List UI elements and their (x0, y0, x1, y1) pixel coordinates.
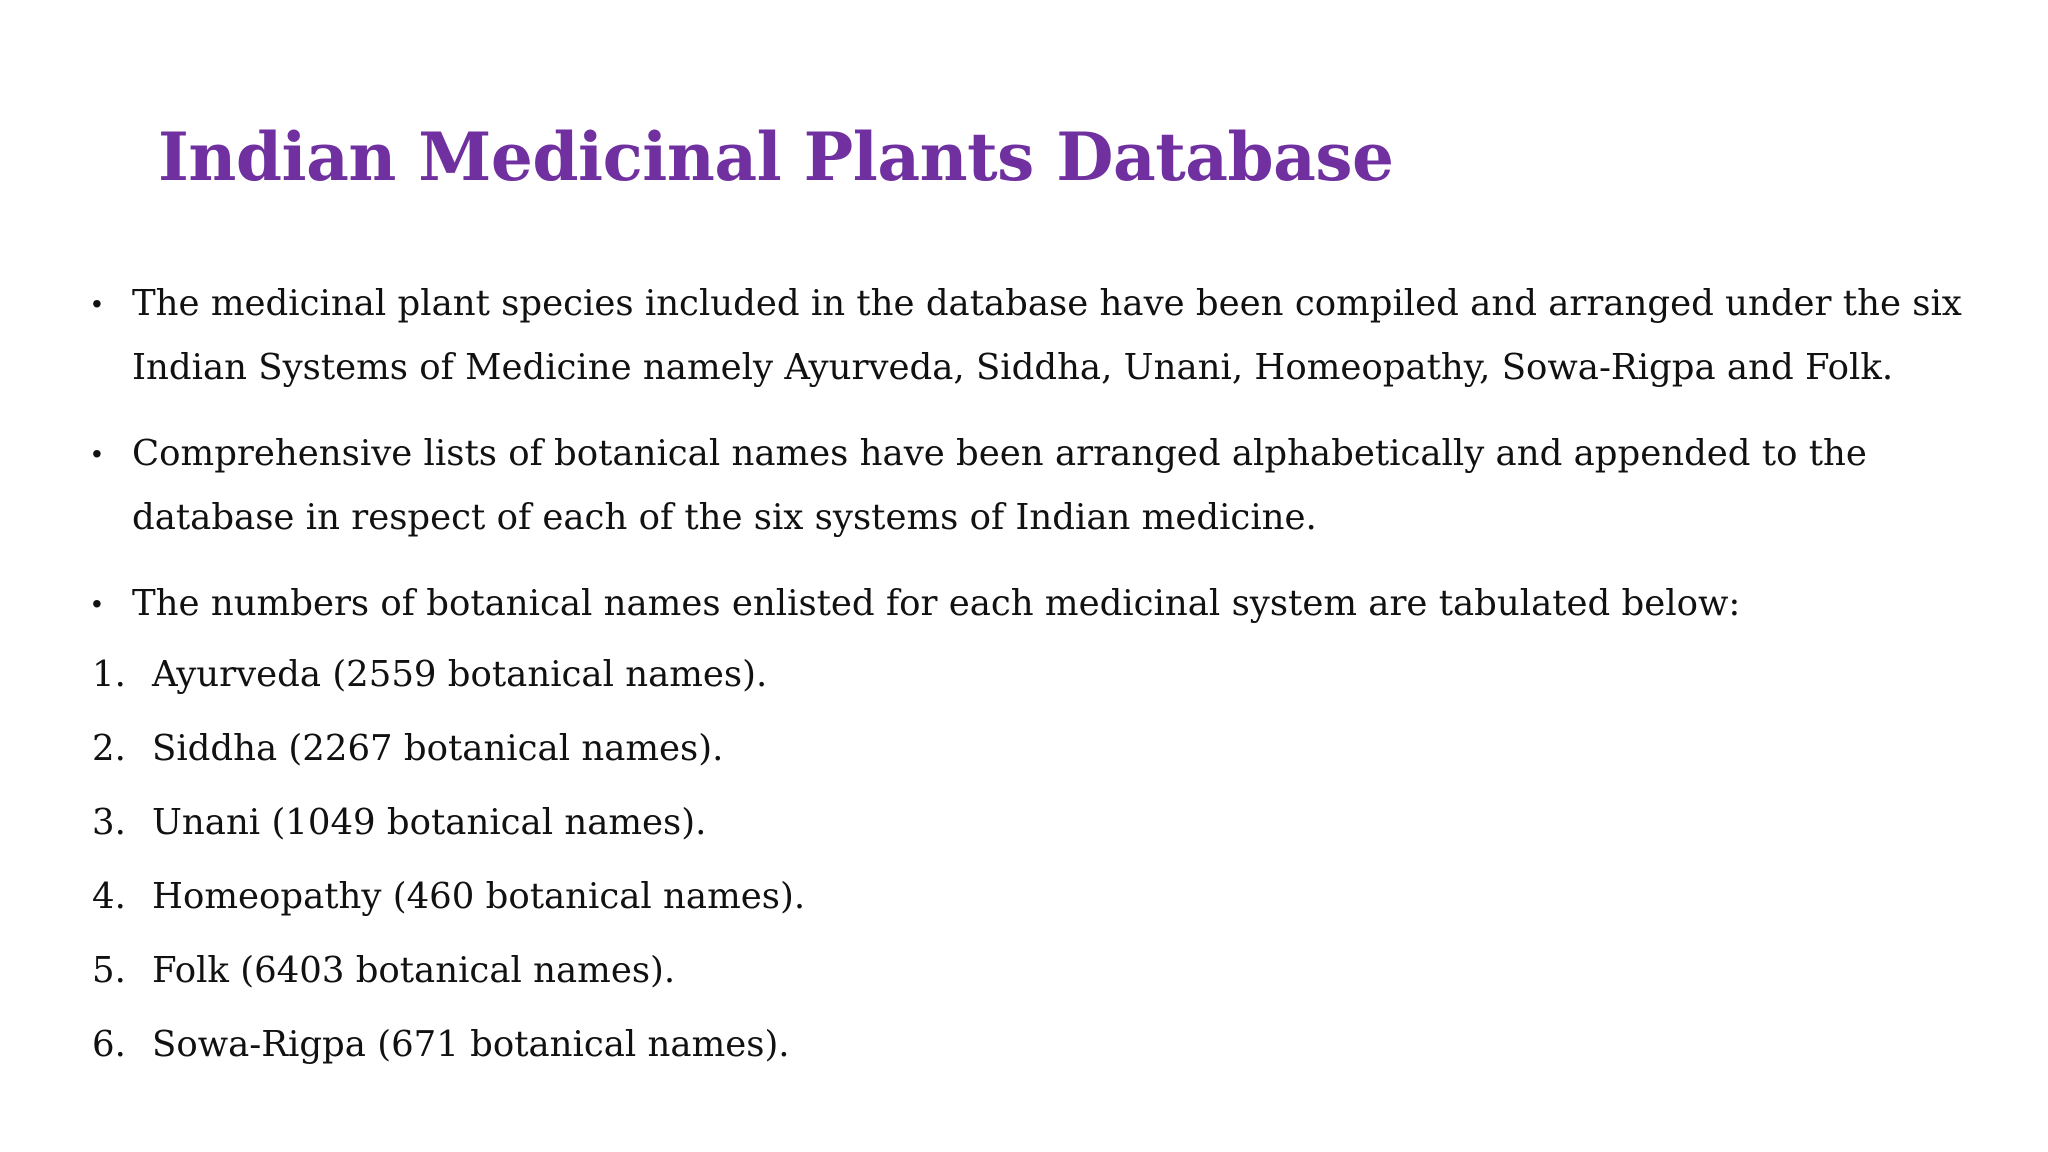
system-text: Ayurveda (2559 botanical names). (152, 654, 768, 695)
bullet-text: The numbers of botanical names enlisted for each medicinal system are tabulated below: (132, 583, 1741, 624)
system-text: Folk (6403 botanical names). (152, 950, 676, 991)
slide-title: Indian Medicinal Plants Database (158, 118, 1394, 196)
bullet-text: Comprehensive lists of botanical names have been arranged alphabetically and appended to the database in respect of each of the six systems of Indian medicine. (132, 433, 1867, 538)
list-number: 3. (92, 802, 126, 843)
system-text: Siddha (2267 botanical names). (152, 728, 724, 769)
systems-list (92, 638, 1492, 1082)
system-list-item (92, 1008, 1492, 1082)
system-text: Homeopathy (460 botanical names). (152, 876, 806, 917)
bullet-icon: • (92, 438, 102, 469)
system-list-item (92, 712, 1492, 786)
list-number: 2. (92, 728, 126, 769)
bullet-item (92, 272, 1992, 400)
system-list-item (92, 860, 1492, 934)
list-number: 6. (92, 1024, 126, 1065)
system-text: Unani (1049 botanical names). (152, 802, 707, 843)
bullet-text: The medicinal plant species included in the database have been compiled and arranged under the six Indian Systems of Medicine namely Ayurveda, Siddha, Unani, Homeopathy, Sowa-Rigpa and Folk. (132, 283, 1962, 388)
bullet-icon: • (92, 588, 102, 619)
list-number: 4. (92, 876, 126, 917)
bullet-icon: • (92, 288, 102, 319)
bullet-list (92, 272, 1992, 658)
bullet-item (92, 422, 1992, 550)
bullet-item (92, 572, 1992, 636)
system-list-item (92, 638, 1492, 712)
system-list-item (92, 786, 1492, 860)
list-number: 5. (92, 950, 126, 991)
list-number: 1. (92, 654, 126, 695)
system-list-item (92, 934, 1492, 1008)
system-text: Sowa-Rigpa (671 botanical names). (152, 1024, 790, 1065)
